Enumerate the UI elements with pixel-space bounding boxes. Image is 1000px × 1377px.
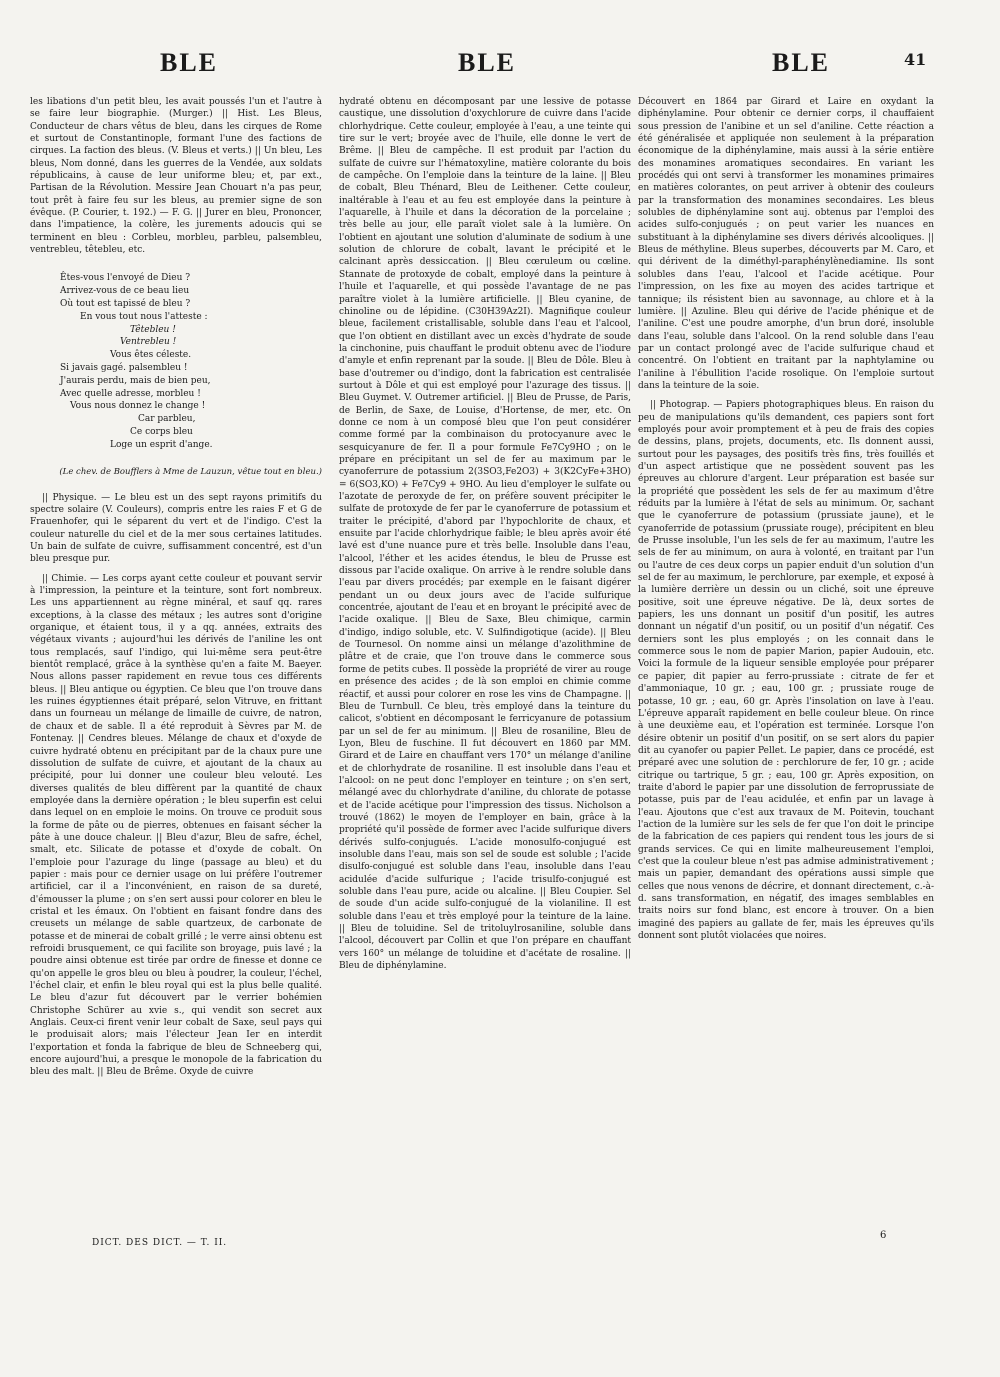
paragraph-photographie: || Photograp. — Papiers photographiques bleus. En raison du peu de manipulations qu'ils demandent, ces papiers sont fort employés pour avoir promptement et à peu de frais des copies de dessins, plans, projets, documents, etc. Ils donnent aussi, surtout pour les paysages, des positifs très fins, très fouillés et d'un aspect artistique que ne possèdent souvent pas les épreuves au chlorure d'argent. Leur préparation est basée sur la propriété que possèdent les sels de fer au maximum d'être réduits par la lumière à l'état de sels au minimum. Or, sachant que le cyanoferrure de potassium (prussiate jaune), et le cyanoferride de potassium (prussiate rouge), précipitent en bleu de Prusse insoluble, l'un les sels de fer au maximum, l'autre les sels de fer au minimum, on aura à volonté, en traitant par l'un ou l'autre de ces deux corps un papier enduit d'un solution d'un sel de fer au maximum, le perchlorure, par exemple, et exposé à la lumière derrière un dessin ou un cliché, soit une épreuve positive, soit une épreuve négative. De là, deux sortes de papiers, les uns donnant un positif d'un positif, les autres donnant un négatif d'un positif, ou un positif d'un négatif. Ces derniers sont les plus employés ; on les connait dans le commerce sous le nom de papier Marion, papier Audouin, etc. Voici la formule de la liqueur sensible employée pour préparer ce papier, dit papier au ferro-prussiate : citrate de fer et d'ammoniaque, 10 gr. ; eau, 100 gr. ; prussiate rouge de potasse, 10 gr. ; eau, 60 gr. Après l'insolation on lave à l'eau. L'épreuve apparaît rapidement en belle couleur bleue. On rince à une deuxième eau, et l'opération est terminée. Lorsque l'on désire obtenir un positif d'un positif, on se sert alors du papier dit au cyanofer ou papier Pellet. Le papier, dans ce procédé, est préparé avec une solution de : perchlorure de fer, 10 gr. ; acide citrique ou tartrique, 5 gr. ; eau, 100 gr. Après exposition, on traite d'abord le papier par une dissolution de ferroprussiate de potasse, puis par de l'eau acidulée, et enfin par un lavage à l'eau. Ajoutons que c'est aux travaux de M. Poitevin, touchant l'action de la lumière sur les sels de fer que l'on doit le principe de la fabrication de ces papiers qui rendent tous les jours de si grands services. Ce qui en limite malheureusement l'emploi, c'est que la couleur bleue n'est pas admise administrativement ; mais un papier, demandant des opérations aussi simple que celles que nous venons de décrire, et donnant directement, c.-à-d. sans transformation, en négatif, des images semblables en traits noirs sur fond blanc, est encore à trouver. On a bien imaginé des papiers au gallate de fer, mais les épreuves qu'ils donnent sont plutôt violacées que noires.: [638, 400, 934, 942]
column-right: [638, 96, 934, 1246]
paragraph-physique: || Physique. — Le bleu est un des sept rayons primitifs du spectre solaire (V. Couleurs), compris entre les raies F et G de Frauenhofer, qui le séparent du vert et de l'indigo. C'est la couleur naturelle du ciel et de la mer sous certaines latitudes. Un bain de sulfate de cuivre, suffisamment concentré, est d'un bleu presque pur.: [30, 492, 322, 565]
footer-signature: DICT. DES DICT. — T. II.: [92, 1238, 228, 1248]
verse-line: Ce corps bleu: [130, 427, 193, 438]
paragraph-chimie: || Chimie. — Les corps ayant cette couleur et pouvant servir à l'impression, la peinture et la teinture, sont fort nombreux. Les uns appartiennent au règne minéral, et sauf qq. rares exceptions, à la classe des métaux ; les autres sont d'origine organique, et étaient tous, il y a qq. années, extraits des végétaux vivants ; aujourd'hui les dérivés de l'aniline les ont tous remplacés, sauf l'indigo, qui lui-même sera peut-être bientôt remplacé, grâce à la synthèse qu'en a faite M. Baeyer. Nous allons passer rapidement en revue tous ces différents bleus. || Bleu antique ou égyptien. Ce bleu que l'on trouve dans les ruines égyptiennes était préparé, selon Vitruve, en frittant dans un fourneau un mélange de limaille de cuivre, de natron, de chaux et de sable. Il a été reproduit à Sèvres par M. de Fontenay. || Cendres bleues. Mélange de chaux et d'oxyde de cuivre hydraté obtenu en précipitant par de la chaux pure une dissolution de sulfate de cuivre, et ajoutant de la chaux au précipité, pour lui donner une couleur bleu velouté. Les diverses qualités de bleu diffèrent par la quantité de chaux employée dans la dernière opération ; le bleu superfin est celui dans lequel on en emploie le moins. On trouve ce produit sous la forme de pâte ou de pierres, obtenues en faisant sécher la pâte à une douce chaleur. || Bleu d'azur, Bleu de safre, échel, smalt, etc. Silicate de potasse et d'oxyde de cobalt. On l'emploie pour l'azurage du linge (passage au bleu) et du papier : mais pour ce dernier usage on lui préfère l'outremer artificiel, car il a l'inconvénient, en raison de sa dureté, d'émousser la plume ; on s'en sert aussi pour colorer en bleu le cristal et les émaux. On l'obtient en faisant fondre dans des creusets un mélange de sable quartzeux, de carbonate de potasse et de minerai de cobalt grillé ; le verre ainsi obtenu est refroidi brusquement, ce qui facilite son broyage, puis lavé ; la poudre ainsi obtenue est tirée par ordre de finesse et donne ce qu'on appelle le gros bleu ou bleu à poudrer, la couleur, l'échel, l'échel clair, et enfin le bleu royal qui est la plus belle qualité. Le bleu d'azur fut découvert par le verrier bohémien Christophe Schürer au xvie s., qui vendit son secret aux Anglais. Ceux-ci firent venir leur cobalt de Saxe, seul pays qui le produisait alors; mais l'électeur Jean Ier en interdit l'exportation et fonda la fabrique de bleu de Schneeberg qui, encore aujourd'hui, a presque le monopole de la fabrication du bleu des malt. || Bleu de Brême. Oxyde de cuivre: [30, 573, 322, 1078]
header-right-word: BLE: [772, 48, 831, 77]
column-middle: [339, 96, 631, 1246]
verse-line: Êtes-vous l'envoyé de Dieu ?: [60, 273, 191, 284]
verse-credit: (Le chev. de Boufflers à Mme de Lauzun, vêtue tout en bleu.): [59, 466, 322, 477]
verse-line: En vous tout nous l'atteste :: [80, 311, 208, 322]
header-left-word: BLE: [160, 48, 219, 77]
column-left: [30, 96, 322, 1246]
verse-line: Vous nous donnez le change !: [70, 401, 206, 412]
verse-line: Têtebleu !: [130, 324, 176, 335]
footer-sheet-number: 6: [880, 1230, 887, 1241]
paragraph-blue-pigments: hydraté obtenu en décomposant par une lessive de potasse caustique, une dissolution d'oxychlorure de cuivre dans l'acide chlorhydrique. Cette couleur, employée à l'eau, a une teinte qui tire sur le vert; broyée avec de l'huile, elle donne le vert de Brême. || Bleu de campêche. Il est produit par l'action du sulfate de cuivre sur l'hématoxyline, matière colorante du bois de campêche. On l'emploie dans la teinture de la laine. || Bleu de cobalt, Bleu Thénard, Bleu de Leithener. Cette couleur, inaltérable à l'eau et au feu est employée dans la peinture à l'aquarelle, à l'huile et dans la décoration de la porcelaine ; très belle au jour, elle paraît violet sale à la lumière. On l'obtient en ajoutant une solution d'aluminate de sodium à une solution de chlorure de cobalt, lavant le précipité et le calcinant après dessiccation. || Bleu cœruleum ou cœline. Stannate de protoxyde de cobalt, employé dans la peinture à l'huile et l'aquarelle, et qui possède l'avantage de ne pas paraître violet à la lumière artificielle. || Bleu cyanine, de chinoline ou de lépidine. (C30H39Az2I). Magnifique couleur bleue, facilement cristallisable, soluble dans l'eau et l'alcool, que l'on obtient en distillant avec un excès d'hydrate de soude la cinchonine, puis chauffant le produit obtenu avec de l'iodure d'amyle et enfin reprenant par la soude. || Bleu de Dôle. Bleu à base d'outremer ou d'indigo, dont la fabrication est centralisée surtout à Dôle et qui est employé pour l'azurage des tissus. || Bleu Guymet. V. Outremer artificiel. || Bleu de Prusse, de Paris, de Berlin, de Saxe, de Louise, d'Hortense, de mer, etc. On donne ce nom à un composé bleu que l'on peut considérer comme formé par la combinaison du protocyanure avec le sesquicyanure de fer. Il a pour formule Fe7Cy9HO ; on le prépare en précipitant un sel de fer au maximum par le cyanoferrure de potassium 2(3SO3,Fe2O3) + 3(K2CyFe+3HO) = 6(SO3,KO) + Fe7Cy9 + 9HO. Au lieu d'employer le sulfate ou l'azotate de peroxyde de fer, on préfère souvent précipiter le sulfate de protoxyde de fer par le cyanoferrure de potassium et traiter le précipité, d'abord par l'hypochlorite de chaux, et ensuite par l'acide chlorhydrique faible; le bleu après avoir été lavé est d'une nuance pure et très belle. Insoluble dans l'eau, l'alcool, l'éther et les acides étendus, le bleu de Prusse est dissous par l'acide oxalique. On arrive à le rendre soluble dans l'eau par divers procédés; par exemple en le faisant digérer pendant un ou deux jours avec de l'acide sulfurique concentrée, ajoutant de l'eau et en broyant le précipité avec de l'acide oxalique. || Bleu de Saxe, Bleu chimique, carmin d'indigo, indigo soluble, etc. V. Sulfindigotique (acide). || Bleu de Tournesol. On nomme ainsi un mélange d'azolithmine de plâtre et de craie, que l'on trouve dans le commerce sous forme de petits cubes. Il possède la propriété de virer au rouge en présence des acides ; de là son emploi en chimie comme réactif, et aussi pour colorer en rose les vins de Champagne. || Bleu de Turnbull. Ce bleu, très employé dans la teinture du calicot, s'obtient en décomposant le ferricyanure de potassium par un sel de fer au minimum. || Bleu de rosaniline, Bleu de Lyon, Bleu de fuschine. Il fut découvert en 1860 par MM. Girard et de Laire en chauffant vers 170° un mélange d'aniline et de chlorhydrate de rosaniline. Il est insoluble dans l'eau et l'alcool: on ne peut donc l'employer en teinture ; on s'en sert, mélangé avec du chlorhydrate d'aniline, du chlorate de potasse et de l'acide acétique pour l'impression des tissus. Nicholson a trouvé (1862) le moyen de l'employer en bain, grâce à la propriété qu'il possède de former avec l'acide sulfurique divers dérivés sulfo-conjugués. L'acide monosulfo-conjugué est insoluble dans l'eau, mais son sel de soude est soluble ; l'acide disulfo-conjugué est soluble dans l'eau, insoluble dans l'eau acidulée d'acide sulfurique ; l'acide trisulfo-conjugué est soluble dans l'eau pure, acide ou alcaline. || Bleu Coupier. Sel de soude d'un acide sulfo-conjugué de la violaniline. Il est soluble dans l'eau et très employé pour la teinture de la laine. || Bleu de toluidine. Sel de tritoluylrosaniline, soluble dans l'alcool, découvert par Collin et que l'on prépare en chauffant vers 160° un mélange de toluidine et d'acétate de rosaline. || Bleu de diphénylamine.: [339, 97, 631, 972]
verse-line: Si javais gagé. palsembleu !: [60, 363, 188, 374]
verse-line: Où tout est tapissé de bleu ?: [60, 299, 191, 310]
paragraph-blue-history: les libations d'un petit bleu, les avait poussés l'un et l'autre à se faire leur biographie. (Murger.) || Hist. Les Bleus, Conducteur de chars vêtus de bleu, dans les cirques de Rome et surtout de Constantinople, formant l'une des factions de cirques. La faction des bleus. (V. Bleus et verts.) || Un bleu, Les bleus, Nom donné, dans les guerres de la Vendée, aux soldats républicains, à cause de leur uniforme bleu; et, par ext., Partisan de la Révolution. Messire Jean Chouart n'a pas peur, tout prêt à faire feu sur les bleus, au premier signe de son évêque. (P. Courier, t. 192.) — F. G. || Jurer en bleu, Prononcer, dans l'impatience, la colère, les jurements adoucis qui se terminent en bleu : Corbleu, morbleu, parbleu, palsembleu, ventrebleu, têtebleu, etc.: [30, 97, 322, 256]
page-number: 41: [904, 50, 927, 69]
header-center-word: BLE: [458, 48, 517, 77]
verse-line: Vous êtes céleste.: [110, 350, 192, 361]
verse-line: Car parbleu,: [138, 414, 196, 425]
verse-line: Loge un esprit d'ange.: [110, 439, 213, 450]
verse-line: J'aurais perdu, mais de bien peu,: [60, 375, 211, 386]
verse-line: Arrivez-vous de ce beau lieu: [60, 286, 190, 297]
verse-line: Ventrebleu !: [120, 337, 177, 348]
page-header: [0, 48, 1000, 88]
paragraph-diphenylamine: Découvert en 1864 par Girard et Laire en oxydant la diphénylamine. Pour obtenir ce dernier corps, il chauffaient sous pression de l'anibine et un sel d'aniline. Cette réaction a été généralisée et appliquée non seulement à la préparation économique de la diphénylamine, mais aussi à la série entière des monamines aromatiques secondaires. En variant les procédés qui ont servi à transformer les monamines primaires en matières colorantes, on peut arriver à obtenir des couleurs par la transformation des monamines secondaires. Les bleus solubles de diphénylamine sont auj. obtenus par l'emploi des acides sulfo-conjugués ; on peut varier les nuances en substituant à la diphénylamine ses divers dérivés alcooliques. || Bleus de méthyline. Bleus superbes, découverts par M. Caro, et qui dérivent de la diméthyl-paraphénylènediamine. Ils sont solubles dans l'eau, l'alcool et l'acide acétique. Pour l'impression, on les fixe au moyen des acides tartrique et tannique; ils résistent bien au savonnage, au chlore et à la lumière. || Azuline. Bleu qui dérive de l'acide phénique et de l'aniline. C'est une poudre amorphe, d'un brun doré, insoluble dans l'eau, soluble dans l'alcool. On la rend soluble dans l'eau par un contact prolongé avec de l'acide sulfurique chaud et concentré. On l'obtient en traitant par la naphtylamine ou l'aniline à l'ébullition l'acide rosolique. On l'emploie surtout dans la teinture de la soie.: [638, 97, 934, 391]
verse-line: Avec quelle adresse, morbleu !: [60, 388, 201, 399]
verse-block: [30, 272, 322, 451]
